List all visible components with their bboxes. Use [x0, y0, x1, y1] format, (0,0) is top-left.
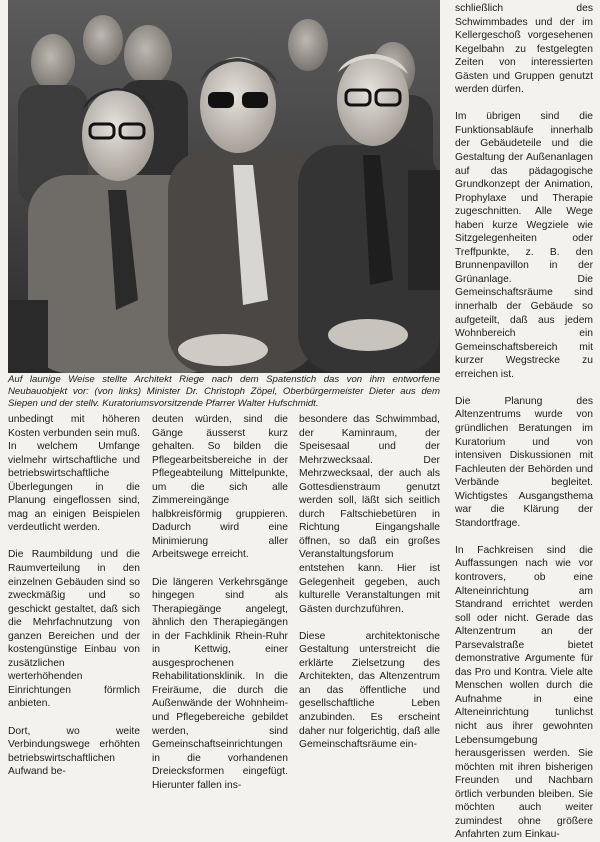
- photo-caption: Auf launige Weise stellte Architekt Riege nach dem Spatenstich das von ihm entworfene Neubauobjekt vor: (von links) Minister Dr. Christoph Zöpel, Oberbürgermeister Dieter aus dem Siepen und der stellv. Kuratoriumsvorsitzende Pfarrer Walter Hufschmidt.: [8, 374, 440, 409]
- paragraph: Dort, wo weite Verbindungswege erhöhten betriebswirtschaftlichen Aufwand be-: [8, 725, 140, 778]
- text-column-3: [299, 413, 440, 752]
- text-column-4: [455, 2, 593, 842]
- paragraph: unbedingt mit höheren Kosten verbunden sein muß. In welchem Umfange vielmehr wirtschaftliche und betriebswirtschaftliche Überlegungen in die Planung eingeflossen sind, mag an einigen Beispielen verdeutlicht werden.: [8, 414, 140, 534]
- paragraph: Die längeren Verkehrsgänge hingegen sind als Therapiegänge angelegt, ähnlich den Therapiegängen in der Fachklinik Rhein-Ruhr in Kettwig, einer ausgesprochenen Rehabilitationsklinik. In die Freiräume, die durch die Außenwände der Wohnheim- und Pflegebereiche gebildet werden, sind Gemeinschaftseinrichtungen in die vorhandenen Dreiecksformen eingefügt. Hierunter fallen ins-: [152, 576, 288, 791]
- paragraph: deuten würden, sind die Gänge äusserst kurz gehalten. So bilden die Pflegearbeitsbereiche in der Pflegeabteilung Mittelpunkte, um die sich alle Zimmereingänge halbkreisförmig gruppieren. Dadurch wird eine Minimierung aller Arbeitswege erreicht.: [152, 414, 288, 561]
- paragraph: In Fachkreisen sind die Auffassungen nach wie vor kontrovers, ob eine Alteneinrichtung am Standrand errichtet werden soll oder nicht. Gerade das Altenzentrum an der Parsevalstraße bietet demonstrative Argumente für das Pro und Kontra. Viele alte Menschen wollen durch die Aufnahme in eine Alteneinrichtung tunlichst nicht aus ihrer gewohnten Lebensumgebung herausgerissen werden. Sie möchten mit ihren bisherigen Freunden und Nachbarn örtlich verbunden bleiben. Sie möchten auch weiter zumindest ohne größere Anfahrten zum Einkau-: [455, 544, 593, 841]
- paragraph: Im übrigen sind die Funktionsabläufe innerhalb der Gebäudeteile und die Gestaltung der Außenanlagen auf das pädagogische Grundkonzept der Animation, Prophylaxe und Therapie zugeschnitten. Alle Wege haben kurze Wegziele wie Sitzgelegenheiten oder Treffpunkte, z. B. den Brunnenpavillon in der Grünanlage. Die Gemeinschaftsräume sind innerhalb der Gebäude so aufgeteilt, daß aus jedem Wohnbereich ein Gemeinschaftsbereich mit kurzer Wegstrecke zu erreichen ist.: [455, 111, 593, 380]
- photo-graphic: [8, 0, 440, 373]
- audience-photo: [8, 0, 440, 373]
- text-column-1: [8, 413, 140, 779]
- text-column-2: [152, 413, 288, 792]
- paragraph: Die Planung des Altenzentrums wurde von gründlichen Beratungen im Kuratorium und von intensiven Diskussionen mit Fachleuten der Behörden und Verbände begleitet. Wichtigstes Ausgangsthema war die Klärung der Standortfrage.: [455, 395, 593, 529]
- paragraph: Die Raumbildung und die Raumverteilung in den einzelnen Gebäuden sind so zweckmäßig und so geschickt gestaltet, daß sich die Mehrfachnutzung von ganzen Bereichen und der kostengünstige Einbau von zusätzlichen werterhöhenden Einrichtungen förmlich anbieten.: [8, 549, 140, 710]
- paragraph: besondere das Schwimmbad, der Kaminraum, der Speisesaal und der Mehrzwecksaal. Der Mehrzwecksaal, der auch als Gottesdienstraum genutzt werden soll, läßt sich seitlich durch Faltschiebetüren in Richtung Eingangshalle öffnen, so daß ein großes Veranstaltungsforum entstehen kann. Hier ist Gelegenheit gegeben, auch kulturelle Veranstaltungen mit Gästen durchzuführen.: [299, 414, 440, 615]
- paragraph: Diese architektonische Gestaltung unterstreicht die erklärte Zielsetzung des Architekten, das Altenzentrum an das öffentliche und gesellschaftliche Leben anzubinden. Es erscheint daher nur folgerichtig, daß alle Gemeinschaftsräume ein-: [299, 630, 440, 751]
- paragraph: schließlich des Schwimmbades und der im Kellergeschoß vorgesehenen Kegelbahn zu festgelegten Zeiten von interessierten Gästen und Gruppen genutzt werden dürfen.: [455, 3, 593, 96]
